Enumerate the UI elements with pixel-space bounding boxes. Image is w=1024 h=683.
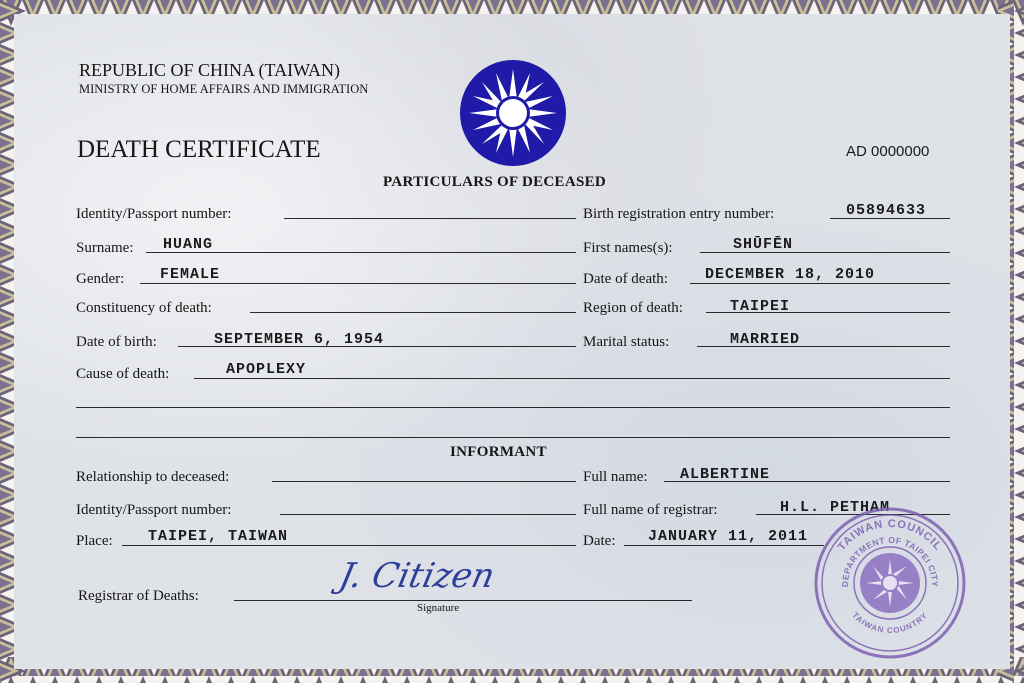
value-surname: HUANG: [163, 236, 214, 253]
label-cause-of-death: Cause of death:: [76, 366, 170, 382]
label-date: Date:: [583, 533, 616, 549]
field-relationship: [272, 481, 576, 482]
field-extra-line-2: [76, 437, 950, 438]
label-birth-registration: Birth registration entry number:: [583, 206, 775, 222]
value-place: TAIPEI, TAIWAN: [148, 528, 289, 545]
page-title: DEATH CERTIFICATE: [77, 136, 321, 163]
value-date-of-birth: SEPTEMBER 6, 1954: [214, 331, 385, 348]
label-identity-passport: Identity/Passport number:: [76, 206, 232, 222]
ministry-heading: MINISTRY OF HOME AFFAIRS AND IMMIGRATION: [79, 82, 369, 96]
label-registrar-name: Full name of registrar:: [583, 502, 718, 518]
value-region: TAIPEI: [730, 298, 791, 315]
value-birth-registration: 05894633: [846, 202, 927, 219]
country-heading: REPUBLIC OF CHINA (TAIWAN): [79, 60, 341, 80]
signature-image: J. Citizen: [335, 556, 499, 596]
field-place-line: [122, 545, 576, 546]
value-first-names: SHŪFĒN: [733, 236, 794, 253]
label-date-of-death: Date of death:: [583, 271, 668, 287]
label-informant-name: Full name:: [583, 469, 648, 485]
field-date-of-death-line: [690, 283, 950, 284]
value-date-of-death: DECEMBER 18, 2010: [705, 266, 876, 283]
field-gender-line: [140, 283, 576, 284]
value-cause-of-death: APOPLEXY: [226, 361, 307, 378]
field-signature-line: [234, 600, 692, 601]
label-registrar-of-deaths: Registrar of Deaths:: [78, 588, 199, 604]
label-first-names: First names(s):: [583, 240, 673, 256]
signature-caption: Signature: [417, 602, 460, 614]
value-date: JANUARY 11, 2011: [648, 528, 809, 545]
label-informant-identity: Identity/Passport number:: [76, 502, 232, 518]
svg-text:TAIWAN COUNTRY: [850, 611, 929, 635]
field-informant-identity: [280, 514, 576, 515]
field-identity-passport: [284, 218, 576, 219]
field-date-line: [624, 545, 824, 546]
label-marital-status: Marital status:: [583, 334, 670, 350]
stamp-bottom-text: TAIWAN COUNTRY: [850, 610, 930, 636]
field-extra-line-1: [76, 407, 950, 408]
value-marital-status: MARRIED: [730, 331, 801, 348]
value-informant-name: ALBERTINE: [680, 466, 771, 483]
certificate-number: AD 0000000: [846, 143, 930, 160]
label-place: Place:: [76, 533, 113, 549]
label-surname: Surname:: [76, 240, 134, 256]
field-constituency: [250, 312, 576, 313]
white-sun-emblem-icon: [459, 59, 567, 167]
section-heading-informant: INFORMANT: [450, 444, 547, 460]
label-gender: Gender:: [76, 271, 125, 287]
value-gender: FEMALE: [160, 266, 221, 283]
label-region: Region of death:: [583, 300, 683, 316]
stamp-top-text: TAIWAN COUNCIL: [835, 517, 945, 554]
value-registrar-name: H.L. PETHAM: [780, 499, 891, 516]
label-relationship: Relationship to deceased:: [76, 469, 230, 485]
label-date-of-birth: Date of birth:: [76, 334, 157, 350]
label-constituency: Constituency of death:: [76, 300, 212, 316]
official-stamp-icon: [812, 505, 968, 661]
section-heading-deceased: PARTICULARS OF DECEASED: [383, 174, 607, 190]
stamp-middle-text: DEPARTMENT OF TAIPEI CITY: [839, 534, 941, 588]
field-cause-of-death-line: [194, 378, 950, 379]
